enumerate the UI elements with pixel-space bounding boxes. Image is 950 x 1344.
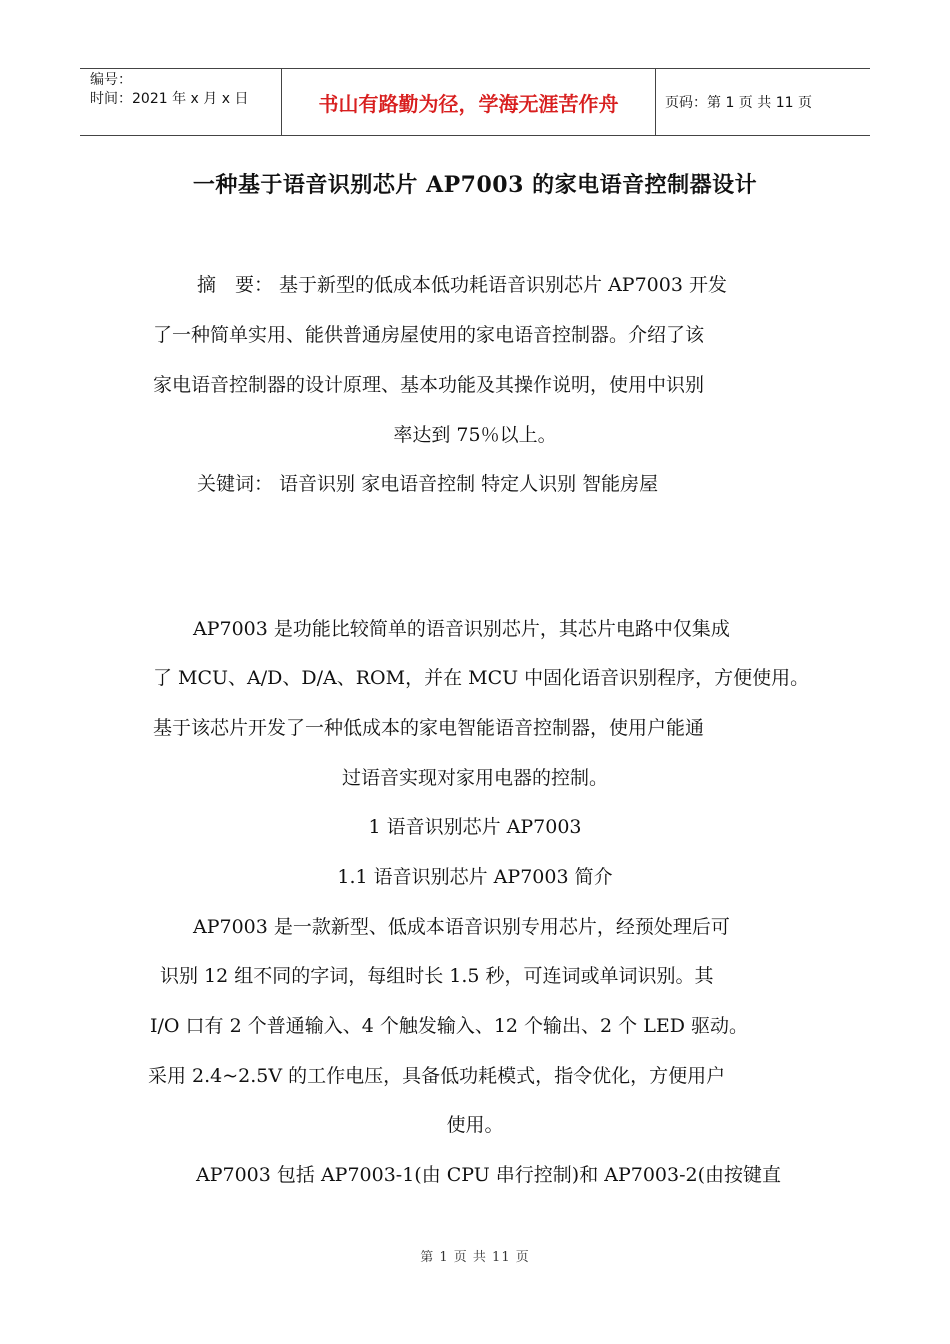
document-number: 编号： bbox=[90, 72, 132, 88]
body-line: 采用 2.4~2.5V 的工作电压，具备低功耗模式，指令优化，方便用户 bbox=[148, 1065, 726, 1087]
body-line: AP7003 是一款新型、低成本语音识别专用芯片，经预处理后可 bbox=[193, 916, 730, 938]
section-heading: 1 语音识别芯片 AP7003 bbox=[368, 816, 582, 838]
header-table bbox=[80, 68, 870, 136]
page-footer: 第 1 页 共 11 页 bbox=[420, 1250, 530, 1265]
header-page-info: 页码：第 1 页 共 11 页 bbox=[665, 95, 812, 111]
body-line: 识别 12 组不同的字词，每组时长 1.5 秒，可连词或单词识别。其 bbox=[160, 965, 714, 987]
body-line: AP7003 包括 AP7003-1(由 CPU 串行控制)和 AP7003-2(由按键直 bbox=[196, 1164, 782, 1186]
body-line: 使用。 bbox=[446, 1114, 504, 1136]
body-line: I/O 口有 2 个普通输入、4 个触发输入、12 个输出、2 个 LED 驱动。 bbox=[150, 1015, 748, 1037]
abstract-line: 率达到 75％以上。 bbox=[393, 424, 557, 446]
intro-line: AP7003 是功能比较简单的语音识别芯片，其芯片电路中仅集成 bbox=[193, 618, 730, 640]
intro-line: 过语音实现对家用电器的控制。 bbox=[341, 767, 608, 789]
intro-line: 基于该芯片开发了一种低成本的家电智能语音控制器，使用户能通 bbox=[153, 717, 705, 739]
document-title: 一种基于语音识别芯片 AP7003 的家电语音控制器设计 bbox=[192, 172, 758, 198]
document-date: 时间：2021 年 x 月 x 日 bbox=[90, 91, 249, 107]
abstract-line: 家电语音控制器的设计原理、基本功能及其操作说明，使用中识别 bbox=[153, 374, 705, 396]
abstract-line: 了一种简单实用、能供普通房屋使用的家电语音控制器。介绍了该 bbox=[153, 324, 705, 346]
keywords: 关键词： 语音识别 家电语音控制 特定人识别 智能房屋 bbox=[197, 473, 659, 495]
abstract-line: 摘 要： 基于新型的低成本低功耗语音识别芯片 AP7003 开发 bbox=[197, 274, 727, 296]
intro-line: 了 MCU、A/D、D/A、ROM，并在 MCU 中固化语音识别程序，方便使用。 bbox=[153, 667, 810, 689]
header-meta bbox=[80, 69, 282, 135]
subsection-heading: 1.1 语音识别芯片 AP7003 简介 bbox=[337, 866, 613, 888]
header-motto: 书山有路勤为径，学海无涯苦作舟 bbox=[282, 69, 656, 135]
